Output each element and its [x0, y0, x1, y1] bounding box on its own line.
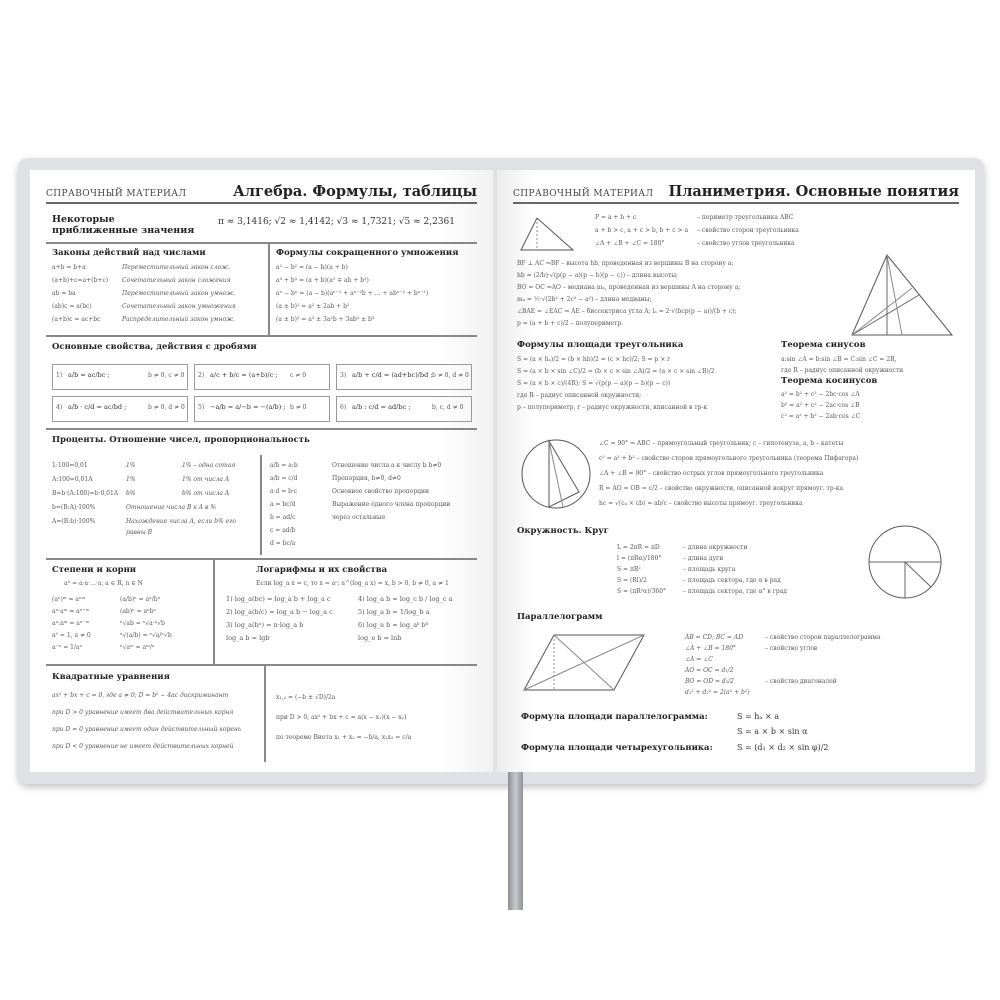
header-label: СПРАВОЧНЫЙ МАТЕРИАЛ — [46, 189, 187, 199]
triangle-line: BF ⊥ AC ⇒BF – высота hb, проведенная из вершины B на сторону a; — [517, 260, 734, 267]
right-triangle-line: hc = √(cₐ × cb) = ab/c – свойство высоты прямоуг. треугольника — [599, 500, 803, 507]
percent-description: 1% – одна сотая — [182, 462, 236, 469]
law-formula: (ab)c = a(bc) — [52, 303, 92, 310]
proportion-text: Отношение числа a к числу b b≠0 — [332, 462, 442, 469]
fraction-condition: b ≠ 0, d ≠ 0 — [148, 404, 185, 411]
abbr-formula: a³ + b³ = (a + b)(a² ∓ ab + b²) — [276, 277, 369, 284]
percent-value: 1% — [126, 476, 136, 483]
proportion-text: Пропорция, b≠0, d≠0 — [332, 475, 401, 482]
percent-formula: A:100=0,01A — [52, 476, 93, 483]
proportion-text: Основное свойство пропорции — [332, 488, 430, 495]
proportion-formula: a/b = c/d — [270, 475, 298, 482]
divider — [46, 242, 477, 244]
law-formula: (a+b)c = ac+bc — [52, 316, 101, 323]
left-page-header — [46, 180, 477, 204]
circle-title: Окружность. Круг — [517, 526, 609, 536]
divider — [213, 560, 215, 664]
percent-formula: b=(B:A)·100% — [52, 504, 96, 511]
page-title: Алгебра. Формулы, таблицы — [232, 183, 477, 200]
quadrilateral-area-label: Формула площади четырехугольника: — [521, 743, 713, 753]
log-rule: 1) log_a(bc) = log_a b + log_a c — [226, 595, 331, 603]
fraction-number: 5) — [198, 404, 205, 411]
quadrilateral-area: S = (d₁ × d₂ × sin φ)/2 — [737, 743, 829, 752]
quadratic-formula: x₁,₂ = (−b ± √D)/2a — [276, 694, 336, 701]
fraction-expression: a/b · c/d = ac/bd ; — [68, 403, 127, 411]
proportion-formula: a = bc/d — [270, 501, 296, 508]
triangle-line: ∠BAE = ∠EAC ⇒ AE – биссектриса угла A; lₐ = 2·√(bcp(p − a))/(b + c); — [517, 308, 737, 315]
parallelogram-formula: ∠A + ∠B = 180° — [685, 645, 736, 652]
power-rule: (a/b)ⁿ = aⁿ/bⁿ — [120, 596, 161, 603]
proportion-formula: c = ad/b — [270, 527, 296, 534]
parallelogram-description: – свойство сторон параллелограмма — [765, 634, 881, 641]
percent-value: Отношение числа B к A в % — [126, 504, 217, 511]
circumscribed-circle-figure — [519, 432, 594, 517]
fraction-condition: c ≠ 0 — [290, 372, 307, 379]
law-name: Сочетательный закон сложения — [122, 277, 231, 284]
sines-title: Теорема синусов — [781, 340, 866, 350]
quadratic-condition: при D < 0 уравнение не имеет действительных корней — [52, 743, 234, 750]
area-formula: где R – радиус описанной окружности; — [517, 392, 642, 399]
approx-values: π ≈ 3,1416; √2 ≈ 1,4142; √3 ≈ 1,7321; √5 ≈ 2,2361 — [218, 217, 455, 227]
parallelogram-figure — [519, 630, 649, 695]
log-rule: 3) log_a(bⁿ) = n·log_a b — [226, 621, 304, 629]
fraction-expression: a/c + b/c = (a+b)/c ; — [210, 371, 278, 379]
cosines-line: a² = b² + c² − 2bc·cos ∠A — [781, 391, 860, 398]
fraction-condition: b ≠ 0, c ≠ 0 — [148, 372, 185, 379]
circle-description: – длина окружности — [683, 544, 748, 551]
parallelogram-formula: AO = OC = d₁/2 — [685, 667, 734, 674]
parallelogram-title: Параллелограмм — [517, 612, 603, 622]
right-triangle-line: c² = a² + b² – свойство сторон прямоугольного треугольника (теорема Пифагора) — [599, 455, 859, 462]
parallelogram-formula: d₁² + d₂² = 2(a² + b²) — [685, 689, 750, 696]
triangle-line: BO = OC ⇒AO – медиана mₐ, проведенная из вершины A на сторону a; — [517, 284, 741, 291]
quadratic-formula: при D > 0, ax² + bx + c = a(x − x₁)(x − x₂) — [276, 714, 407, 721]
parallelogram-formula: ∠A = ∠C — [685, 656, 713, 663]
powers-definition: aⁿ = a·a·…·a, a ∈ R, n ∈ N — [64, 580, 143, 587]
cosines-line: c² = a² + b² − 2ab·cos ∠C — [781, 413, 861, 420]
log-rule: 4) log_a b = log_c b / log_c a — [358, 595, 453, 603]
parallelogram-description: – свойство диагоналей — [765, 678, 837, 685]
quadratic-condition: при D > 0 уравнение имеет два действительных корня — [52, 709, 234, 716]
fraction-condition: b ≠ 0, d ≠ 0 — [432, 372, 469, 379]
log-rule: log_e b = lnb — [358, 634, 402, 642]
log-rule: log_a b = lgb — [226, 634, 270, 642]
right-triangle-line: ∠A + ∠B = 90° – свойство острых углов прямоугольного треугольника — [599, 470, 824, 477]
fraction-number: 1) — [56, 372, 63, 379]
area-formula: S = (a × hₐ)/2 = (b × hb)/2 = (c × hc)/2; S = p × r — [517, 356, 671, 363]
percent-formula: A=(B:b)·100% — [52, 518, 96, 525]
percent-description: 1% от числа A — [182, 476, 230, 483]
law-name: Сочетательный закон умножения — [122, 303, 236, 310]
quadratic-condition: при D = 0 уравнение имеет один действительный корень — [52, 726, 242, 733]
circle-description: – площадь сектора, где α° в град — [683, 588, 787, 595]
log-rule: 2) log_a(b/c) = log_a b − log_a c — [226, 608, 333, 616]
area-formula: S = (a × b × sin ∠C)/2 = (b × c × sin ∠A)/2 = (a × c × sin ∠B)/2 — [517, 368, 715, 375]
area-title: Формулы площади треугольника — [517, 340, 684, 350]
circle-formula: L = 2πR = πD — [617, 544, 660, 551]
cosines-title: Теорема косинусов — [781, 376, 878, 386]
triangle-line: hb = (2/b)·√(p(p − a)(p − b)(p − c)) – длина высоты; — [517, 272, 679, 279]
fraction-expression: −a/b = a/−b = −(a/b) ; — [210, 403, 286, 411]
circle-figure — [865, 522, 945, 602]
log-definition: Если log_a x = c, то x = aᶜ; a^(log_a x) = x, b > 0, b ≠ 0, a ≠ 1 — [256, 580, 449, 587]
power-rule: aⁿ:aᵐ = aⁿ⁻ᵐ — [52, 620, 90, 627]
sines-line: где R – радиус описанной окружности — [781, 367, 904, 374]
laws-title: Законы действий над числами — [52, 248, 206, 258]
triangle-formula: a + b > c, a + c > b, b + c > a — [595, 227, 689, 234]
parallelogram-formula: BO = OD = d₂/2 — [685, 678, 734, 685]
sines-line: a:sin ∠A = b:sin ∠B = C:sin ∠C = 2R, — [781, 356, 897, 363]
circle-description: – площадь сектора, где α в рад — [683, 577, 781, 584]
circle-formula: l = (πRα)/180° — [617, 555, 662, 562]
divider — [46, 335, 477, 337]
proportion-formula: d = bc/a — [270, 540, 296, 547]
abbr-title: Формулы сокращенного умножения — [276, 248, 459, 258]
power-rule: (aⁿ)ᵐ = aⁿᵐ — [52, 596, 86, 603]
percent-value: Нахождение числа A, если b% его равны B — [126, 518, 236, 536]
divider — [46, 558, 477, 560]
triangle-description: – свойство углов треугольника — [697, 240, 795, 247]
percent-description: b% от числа A — [182, 490, 230, 497]
fraction-number: 6) — [340, 404, 347, 411]
triangle-formula: ∠A + ∠B + ∠C = 180° — [595, 240, 665, 247]
triangle-line: mₐ = ½·√(2b² + 2c² − a²) – длина медианы; — [517, 296, 652, 303]
fraction-expression: a/b + c/d = (ad+bc)/bd ; — [352, 371, 433, 379]
abbr-formula: (a ± b)³ = a³ ± 3a²b + 3ab² ± b³ — [276, 316, 375, 323]
law-formula: a+b = b+a — [52, 264, 86, 271]
law-name: Переместительный закон слож. — [122, 264, 230, 271]
header-label: СПРАВОЧНЫЙ МАТЕРИАЛ — [513, 189, 654, 199]
percent-formula: B=b·(A:100)=b·0,01A — [52, 490, 119, 497]
proportion-text: через остальные — [332, 514, 386, 521]
fraction-condition: b, c, d ≠ 0 — [432, 404, 464, 411]
fraction-expression: a/b = ac/bc ; — [68, 371, 110, 379]
quadratic-condition: ax² + bx + c = 0, где a ≠ 0; D = b² − 4ac дискриминант — [52, 692, 229, 699]
fraction-number: 3) — [340, 372, 347, 379]
triangle-figure — [517, 214, 577, 254]
area-formula: S = (a × b × c)/(4R); S = √(p(p − a)(p − b)(p − c)) — [517, 380, 671, 387]
fractions-title: Основные свойства, действия с дробями — [52, 342, 257, 352]
right-page — [497, 170, 975, 772]
percent-formula: 1:100=0,01 — [52, 462, 88, 469]
area-formula: p – полупериметр, r – радиус окружности, вписанной в тр-к — [517, 404, 708, 411]
percent-value: b% — [126, 490, 136, 497]
parallelogram-formula: AB = CD; BC = AD — [685, 634, 744, 641]
quadratic-title: Квадратные уравнения — [52, 672, 170, 682]
circle-formula: S = (πR²α)/360° — [617, 588, 667, 595]
parallelogram-area-2: S = a × b × sin α — [737, 727, 808, 736]
right-page-header — [513, 180, 959, 204]
divider — [268, 244, 270, 336]
log-rule: 5) log_a b = 1/log_b a — [358, 608, 430, 616]
circle-description: – длина дуги — [683, 555, 724, 562]
fraction-condition: b ≠ 0 — [290, 404, 307, 411]
law-formula: ab = ba — [52, 290, 76, 297]
law-formula: (a+b)+c=a+(b+c) — [52, 277, 109, 284]
circle-formula: S = πR² — [617, 566, 641, 573]
abbr-formula: aⁿ − bⁿ = (a − b)(aⁿ⁻¹ + aⁿ⁻²b + … + abⁿ⁻² + bⁿ⁻¹) — [276, 290, 429, 297]
power-rule: a⁰ = 1, a ≠ 0 — [52, 632, 91, 639]
quadratic-formula: по теореме Виета x₁ + x₂ = −b/a, x₁x₂ = c/a — [276, 734, 412, 741]
power-rule: ⁿ√ab = ⁿ√a·ⁿ√b — [120, 620, 165, 627]
proportion-formula: a·d = b·c — [270, 488, 298, 495]
parallelogram-area: S = hₐ × a — [737, 712, 780, 721]
proportion-text: Выражение одного члена пропорции — [332, 501, 451, 508]
power-rule: (ab)ⁿ = aⁿbⁿ — [120, 608, 157, 615]
right-triangle-line: R = AO = OB = c/2 – свойство окружности, описанной вокруг прямоуг. тр-ка — [599, 485, 844, 492]
divider — [46, 664, 477, 666]
percent-title: Проценты. Отношение чисел, пропорциональность — [52, 435, 310, 445]
abbr-formula: (a ± b)² = a² ± 2ab + b² — [276, 303, 350, 310]
power-rule: aⁿ·aᵐ = aⁿ⁺ᵐ — [52, 608, 90, 615]
bookmark-ribbon — [508, 770, 523, 910]
fraction-number: 2) — [198, 372, 205, 379]
log-title: Логарифмы и их свойства — [256, 565, 388, 575]
divider — [46, 428, 477, 430]
triangle-median-figure — [847, 250, 957, 340]
left-page — [30, 170, 493, 772]
triangle-formula: P = a + b + c — [595, 214, 637, 221]
power-rule: a⁻ⁿ = 1/aⁿ — [52, 644, 83, 651]
triangle-description: – свойство сторон треугольника — [697, 227, 799, 234]
law-name: Переместительный закон умнож. — [122, 290, 236, 297]
proportion-formula: a/b = a:b — [270, 462, 298, 469]
abbr-formula: a² − b² = (a − b)(a + b) — [276, 264, 348, 271]
powers-title: Степени и корни — [52, 565, 137, 575]
law-name: Распределительный закон умнож. — [122, 316, 235, 323]
divider — [264, 666, 266, 762]
fraction-number: 4) — [56, 404, 63, 411]
fraction-expression: a/b : c/d = ad/bc ; — [352, 403, 411, 411]
page-title: Планиметрия. Основные понятия — [668, 183, 959, 200]
circle-description: – площадь круга — [683, 566, 736, 573]
power-rule: ⁿ√(a/b) = ⁿ√a/ⁿ√b — [120, 632, 172, 639]
circle-formula: S = (Rl)/2 — [617, 577, 647, 584]
cosines-line: b² = a² + c² − 2ac·cos ∠B — [781, 402, 860, 409]
right-triangle-line: ∠C = 90° ⇒ ABC – прямоугольный треугольник; c – гипотенуза, a, b – катеты — [599, 440, 844, 447]
triangle-line: p = (a + b + c)/2 – полупериметр. — [517, 320, 624, 327]
approx-title: Некоторые приближенные значения — [52, 214, 195, 236]
triangle-description: – периметр треугольника ABC — [697, 214, 794, 221]
log-rule: 6) log_a b = log_aᵏ bᵏ — [358, 621, 429, 629]
parallelogram-area-label: Формула площади параллелограмма: — [521, 712, 708, 722]
divider — [260, 455, 262, 555]
proportion-formula: b = ad/c — [270, 514, 296, 521]
parallelogram-description: – свойство углов — [765, 645, 818, 652]
percent-value: 1% — [126, 462, 136, 469]
power-rule: ⁿ√aᵐ = aᵐ/ⁿ — [120, 644, 155, 651]
